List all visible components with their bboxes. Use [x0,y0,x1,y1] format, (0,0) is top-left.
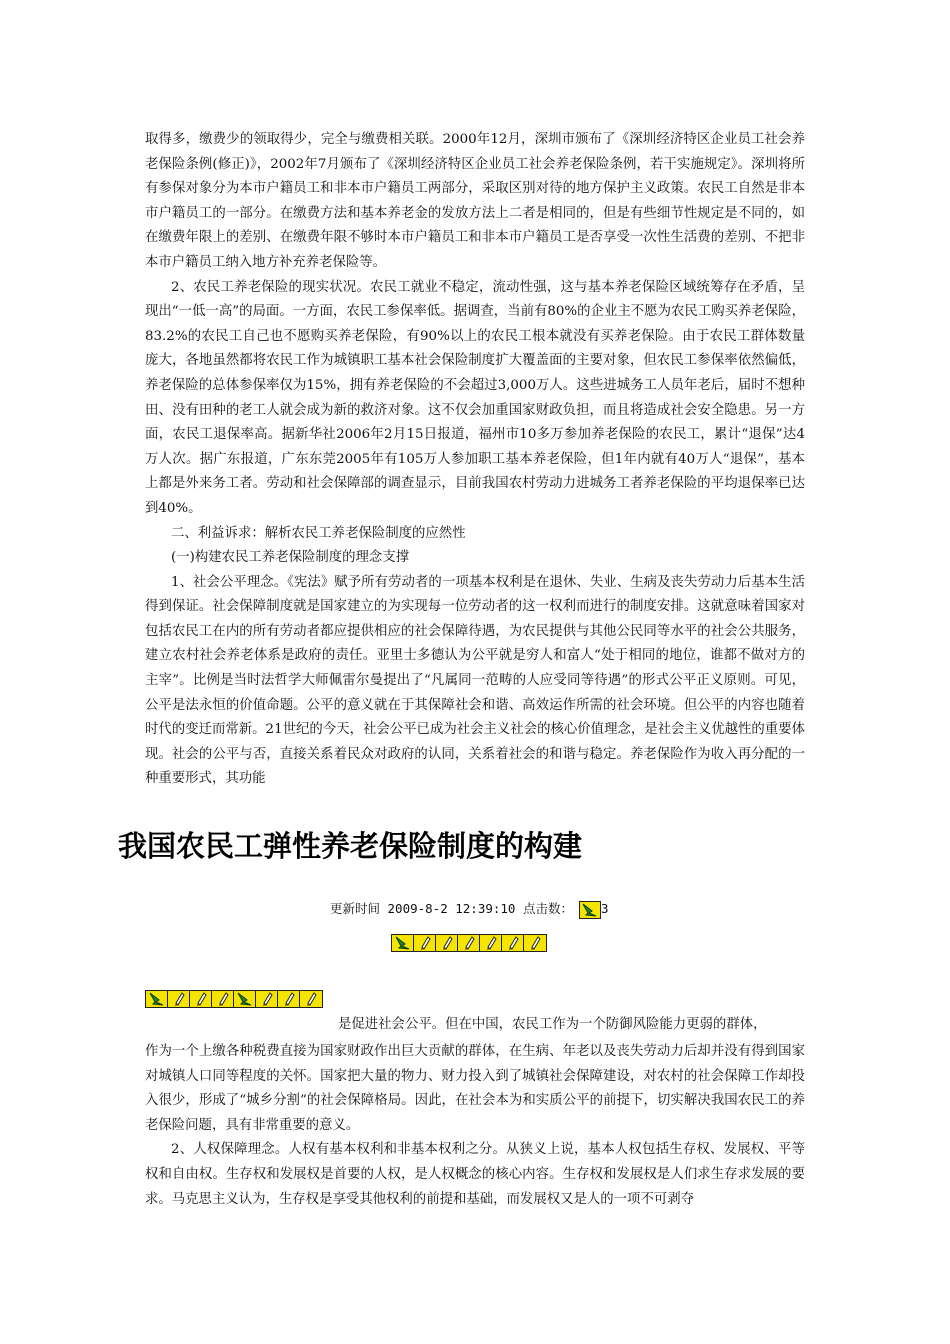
pencil-icon [190,991,212,1007]
pencil-icon [414,935,436,951]
pencil-icon [300,991,322,1007]
click-count: 3 [601,901,609,916]
pencil-icon [212,991,234,1007]
pencil-icon [524,935,546,951]
pencil-icon [480,935,502,951]
green-arrow-icon [579,901,601,919]
pencil-icon [458,935,480,951]
section-1 [145,128,805,792]
icon-strip-1 [391,934,547,952]
pencil-icon [502,935,524,951]
article-meta [330,897,609,921]
subheading-concept-support: (一)构建农民工养老保险制度的理念支撑 [171,550,410,566]
pencil-icon [168,991,190,1007]
pencil-icon [278,991,300,1007]
green-arrow-icon [146,991,168,1007]
paragraph-2: 2、农民工养老保险的现实状况。农民工就业不稳定，流动性强，这与基本养老保险区域统筹存在矛盾，呈现出“一低一高”的局面。一方面，农民工参保率低。据调查，当前有80%的企业主不愿为农民工购买养老保险，83.2%的农民工自己也不愿购买养老保险，有90%以上的农民工根本就没有买养老保险。由于农民工群体数量庞大，各地虽然都将农民工作为城镇职工基本社会保险制度扩大覆盖面的主要对象，但农民工参保率依然偏低，养老保险的总体参保率仅为15%，拥有养老保险的不会超过3,000万人。这些进城务工人员年老后，届时不想种田、没有田种的老工人就会成为新的救济对象。这不仅会加重国家财政负担，而且将造成社会安全隐患。另一方面，农民工退保率高。据新华社2006年2月15日报道，福州市10多万参加养老保险的农民工，累计“退保”达4万人次。据广东报道，广东东莞2005年有105万人参加职工基本养老保险，但1年内就有40万人“退保”，基本上都是外来务工者。劳动和社会保障部的调查显示，目前我国农村劳动力进城务工者养老保险的平均退保率已达到40%。 [145,279,805,516]
paragraph-human-rights: 2、人权保障理念。人权有基本权利和非基本权利之分。从狭义上说，基本人权包括生存权、发展权、平等权和自由权。生存权和发展权是首要的人权，是人权概念的核心内容。生存权和发展权是人们求生存求发展的要求。马克思主义认为，生存权是享受其他权利的前提和基础，而发展权又是人的一项不可剥夺 [145,1142,805,1207]
green-arrow-icon [234,991,256,1007]
paragraph-1: 取得多，缴费少的领取得少，完全与缴费相关联。2000年12月，深圳市颁布了《深圳经济特区企业员工社会养老保险条例(修正)》，2002年7月颁布了《深圳经济特区企业员工社会养老保险条例，若干实施规定》。深圳将所有参保对象分为本市户籍员工和非本市户籍员工两部分，采取区别对待的地方保护主义政策。农民工自然是非本市户籍员工的一部分。在缴费方法和基本养老金的发放方法上二者是相同的，但是有些细节性规定是不同的，如在缴费年限上的差别、在缴费年限不够时本市户籍员工和非本市户籍员工是否享受一次性生活费的差别、不把非本市户籍员工纳入地方补充养老保险等。 [145,132,805,270]
green-arrow-icon [392,935,414,951]
paragraph-continued: 作为一个上缴各种税费直接为国家财政作出巨大贡献的群体，在生病、年老以及丧失劳动力后却并没有得到国家对城镇人口同等程度的关怀。国家把大量的物力、财力投入到了城镇社会保障建设，对农村的社会保障工作却投入很少，形成了“城乡分割”的社会保障格局。因此，在社会本为和实质公平的前提下，切实解决我国农民工的养老保险问题，具有非常重要的意义。 [145,1044,805,1133]
heading-interest-claims: 二、利益诉求：解析农民工养老保险制度的应然性 [171,525,466,541]
icon-strip-2 [145,990,323,1008]
section-2-first-line: 是促进社会公平。但在中国，农民工作为一个防御风险能力更弱的群体， [338,1017,767,1032]
article-title: 我国农民工弹性养老保险制度的构建 [118,829,583,863]
pencil-icon [256,991,278,1007]
section-2 [145,1040,805,1212]
paragraph-social-fairness: 1、社会公平理念。《宪法》赋予所有劳动者的一项基本权利是在退休、失业、生病及丧失劳动力后基本生活得到保证。社会保障制度就是国家建立的为实现每一位劳动者的这一权利而进行的制度安排。这就意味着国家对包括农民工在内的所有劳动者都应提供相应的社会保障待遇，为农民提供与其他公民同等水平的社会公共服务，建立农村社会养老体系是政府的责任。亚里士多德认为公平就是穷人和富人“处于相同的地位，谁都不做对方的主宰”。比例是当时法哲学大师佩雷尔曼提出了“凡属同一范畴的人应受同等待遇”的形式公平正义原则。可见，公平是法永恒的价值命题。公平的意义就在于其保障社会和谐、高效运作所需的社会环境。但公平的内容也随着时代的变迁而常新。21世纪的今天，社会公平已成为社会主义社会的核心价值理念，是社会主义优越性的重要体现。社会的公平与否，直接关系着民众对政府的认同，关系着社会的和谐与稳定。养老保险作为收入再分配的一种重要形式，其功能 [145,574,805,787]
update-time-text: 更新时间 2009-8-2 12:39:10 点击数： [330,901,573,916]
pencil-icon [436,935,458,951]
